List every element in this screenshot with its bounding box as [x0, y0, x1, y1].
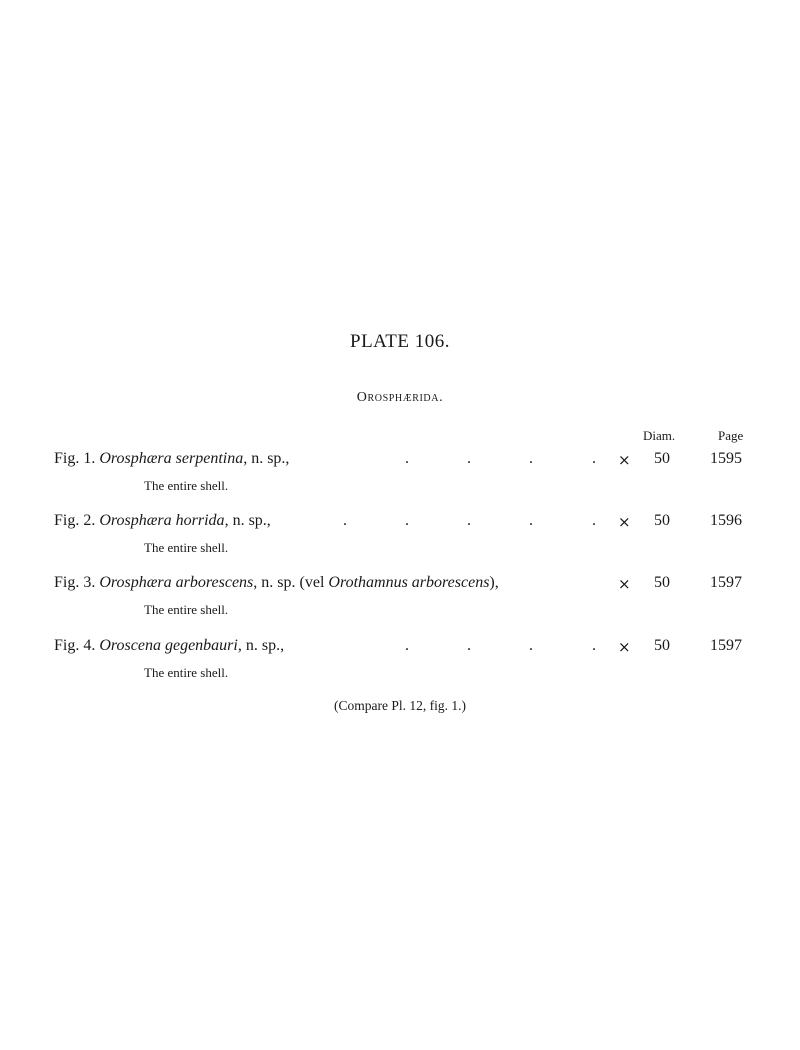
figure-label: Fig. 3. [54, 574, 96, 591]
page-number: 1595 [710, 450, 742, 467]
dot-leaders-end: . [592, 637, 596, 654]
page-number: 1597 [710, 637, 742, 654]
figure-caption [54, 637, 284, 655]
species-suffix: , n. sp., [224, 512, 271, 529]
figure-entry-3 [0, 574, 800, 622]
alternate-suffix: ), [489, 574, 499, 591]
species-name: Orosphæra horrida [99, 512, 225, 529]
figure-entry-1 [0, 450, 800, 498]
figure-label: Fig. 4. [54, 637, 96, 654]
figure-caption [54, 512, 271, 530]
figure-entry-2 [0, 512, 800, 560]
compare-note: (Compare Pl. 12, fig. 1.) [334, 698, 466, 713]
species-suffix: , n. sp., [237, 637, 285, 654]
dot-leaders-end: . [592, 512, 596, 529]
dot-leaders: . . . [405, 450, 533, 467]
column-header-page: Page [718, 428, 744, 443]
species-suffix: , n. sp., [243, 450, 290, 467]
page-number: 1596 [710, 512, 742, 529]
figure-description: The entire shell. [144, 602, 229, 617]
dot-leaders-end: . [592, 450, 596, 467]
magnification-symbol: × [618, 451, 631, 469]
diameter-value: 50 [654, 637, 670, 654]
magnification-symbol: × [618, 638, 631, 656]
diameter-value: 50 [654, 574, 670, 591]
figure-description: The entire shell. [144, 540, 229, 555]
figure-caption [54, 450, 289, 468]
dot-leaders: . . . [405, 637, 533, 654]
figure-label: Fig. 1. [54, 450, 96, 467]
page-number: 1597 [710, 574, 742, 591]
column-header-diam: Diam. [643, 428, 676, 443]
species-name: Orosphæra arborescens [99, 574, 254, 591]
dot-leaders: . . . . [343, 512, 533, 529]
figure-label: Fig. 2. [54, 512, 96, 529]
diameter-value: 50 [654, 512, 670, 529]
magnification-symbol: × [618, 575, 631, 593]
figure-description: The entire shell. [144, 665, 229, 680]
figure-entry-4 [0, 637, 800, 685]
diameter-value: 50 [654, 450, 670, 467]
species-name: Orosphæra serpentina [99, 450, 244, 467]
figure-caption [54, 574, 499, 592]
species-suffix: , n. sp. (vel [253, 574, 329, 591]
magnification-symbol: × [618, 513, 631, 531]
figure-description: The entire shell. [144, 478, 229, 493]
species-name: Oroscena gegenbauri [99, 637, 238, 654]
plate-title: PLATE 106. [350, 331, 450, 352]
section-title: Orosphærida. [356, 390, 444, 405]
alternate-species-name: Orothamnus arborescens [328, 574, 490, 591]
